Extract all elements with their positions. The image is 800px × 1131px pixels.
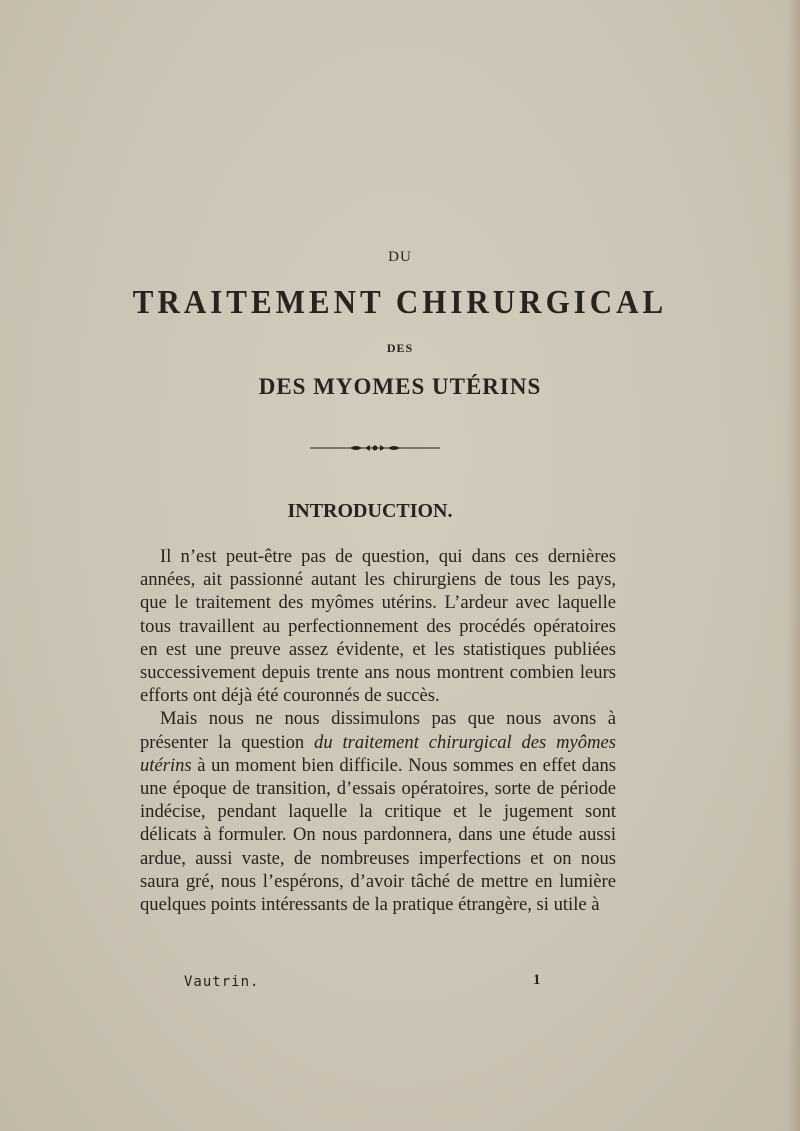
title-prefix: DU: [388, 249, 412, 265]
section-heading: INTRODUCTION.: [287, 500, 453, 522]
page-edge-shadow: [786, 0, 800, 1131]
page-subtitle: DES MYOMES UTÉRINS: [258, 374, 542, 399]
paragraph-2: [140, 707, 616, 916]
paragraph-2-end: à un moment bien difficile. Nous sommes en effet dans une époque de transition, d’essais opératoires, sorte de période indécise, pendant laquelle la critique et le jugement sont délicats à formuler. On nous pardonnera, dans une étude aussi ardue, aussi vaste, de nombreuses imperfections et on nous saura gré, nous l’espérons, d’avoir tâché de mettre en lumière quelques points intéressants de la pratique étrangère, si utile à: [140, 754, 616, 916]
paragraph-2-italic: du traitement chirurgical des myômes utérins: [140, 731, 616, 776]
title-connector: DES: [386, 341, 414, 355]
paragraph-1: Il n’est peut-être pas de question, qui dans ces dernières années, ait passionné autant les chirurgiens de tous les pays, que le traitement des myômes utérins. L’ardeur avec laquelle tous travaillent au perfectionnement des procédés opératoires en est une preuve assez évidente, et les statistiques publiées successivement depuis trente ans nous montrent combien leurs efforts ont déjà été couronnés de succès.: [140, 546, 616, 707]
footer-signature: 1: [533, 972, 541, 988]
footer-author: Vautrin.: [184, 974, 260, 990]
ornament-divider-icon: [310, 442, 440, 454]
paragraph-2-start: Mais nous ne nous dissimulons pas que nous avons à présenter la question: [140, 708, 616, 753]
page-title: TRAITEMENT CHIRURGICAL: [132, 282, 668, 321]
body-text: [140, 545, 616, 916]
